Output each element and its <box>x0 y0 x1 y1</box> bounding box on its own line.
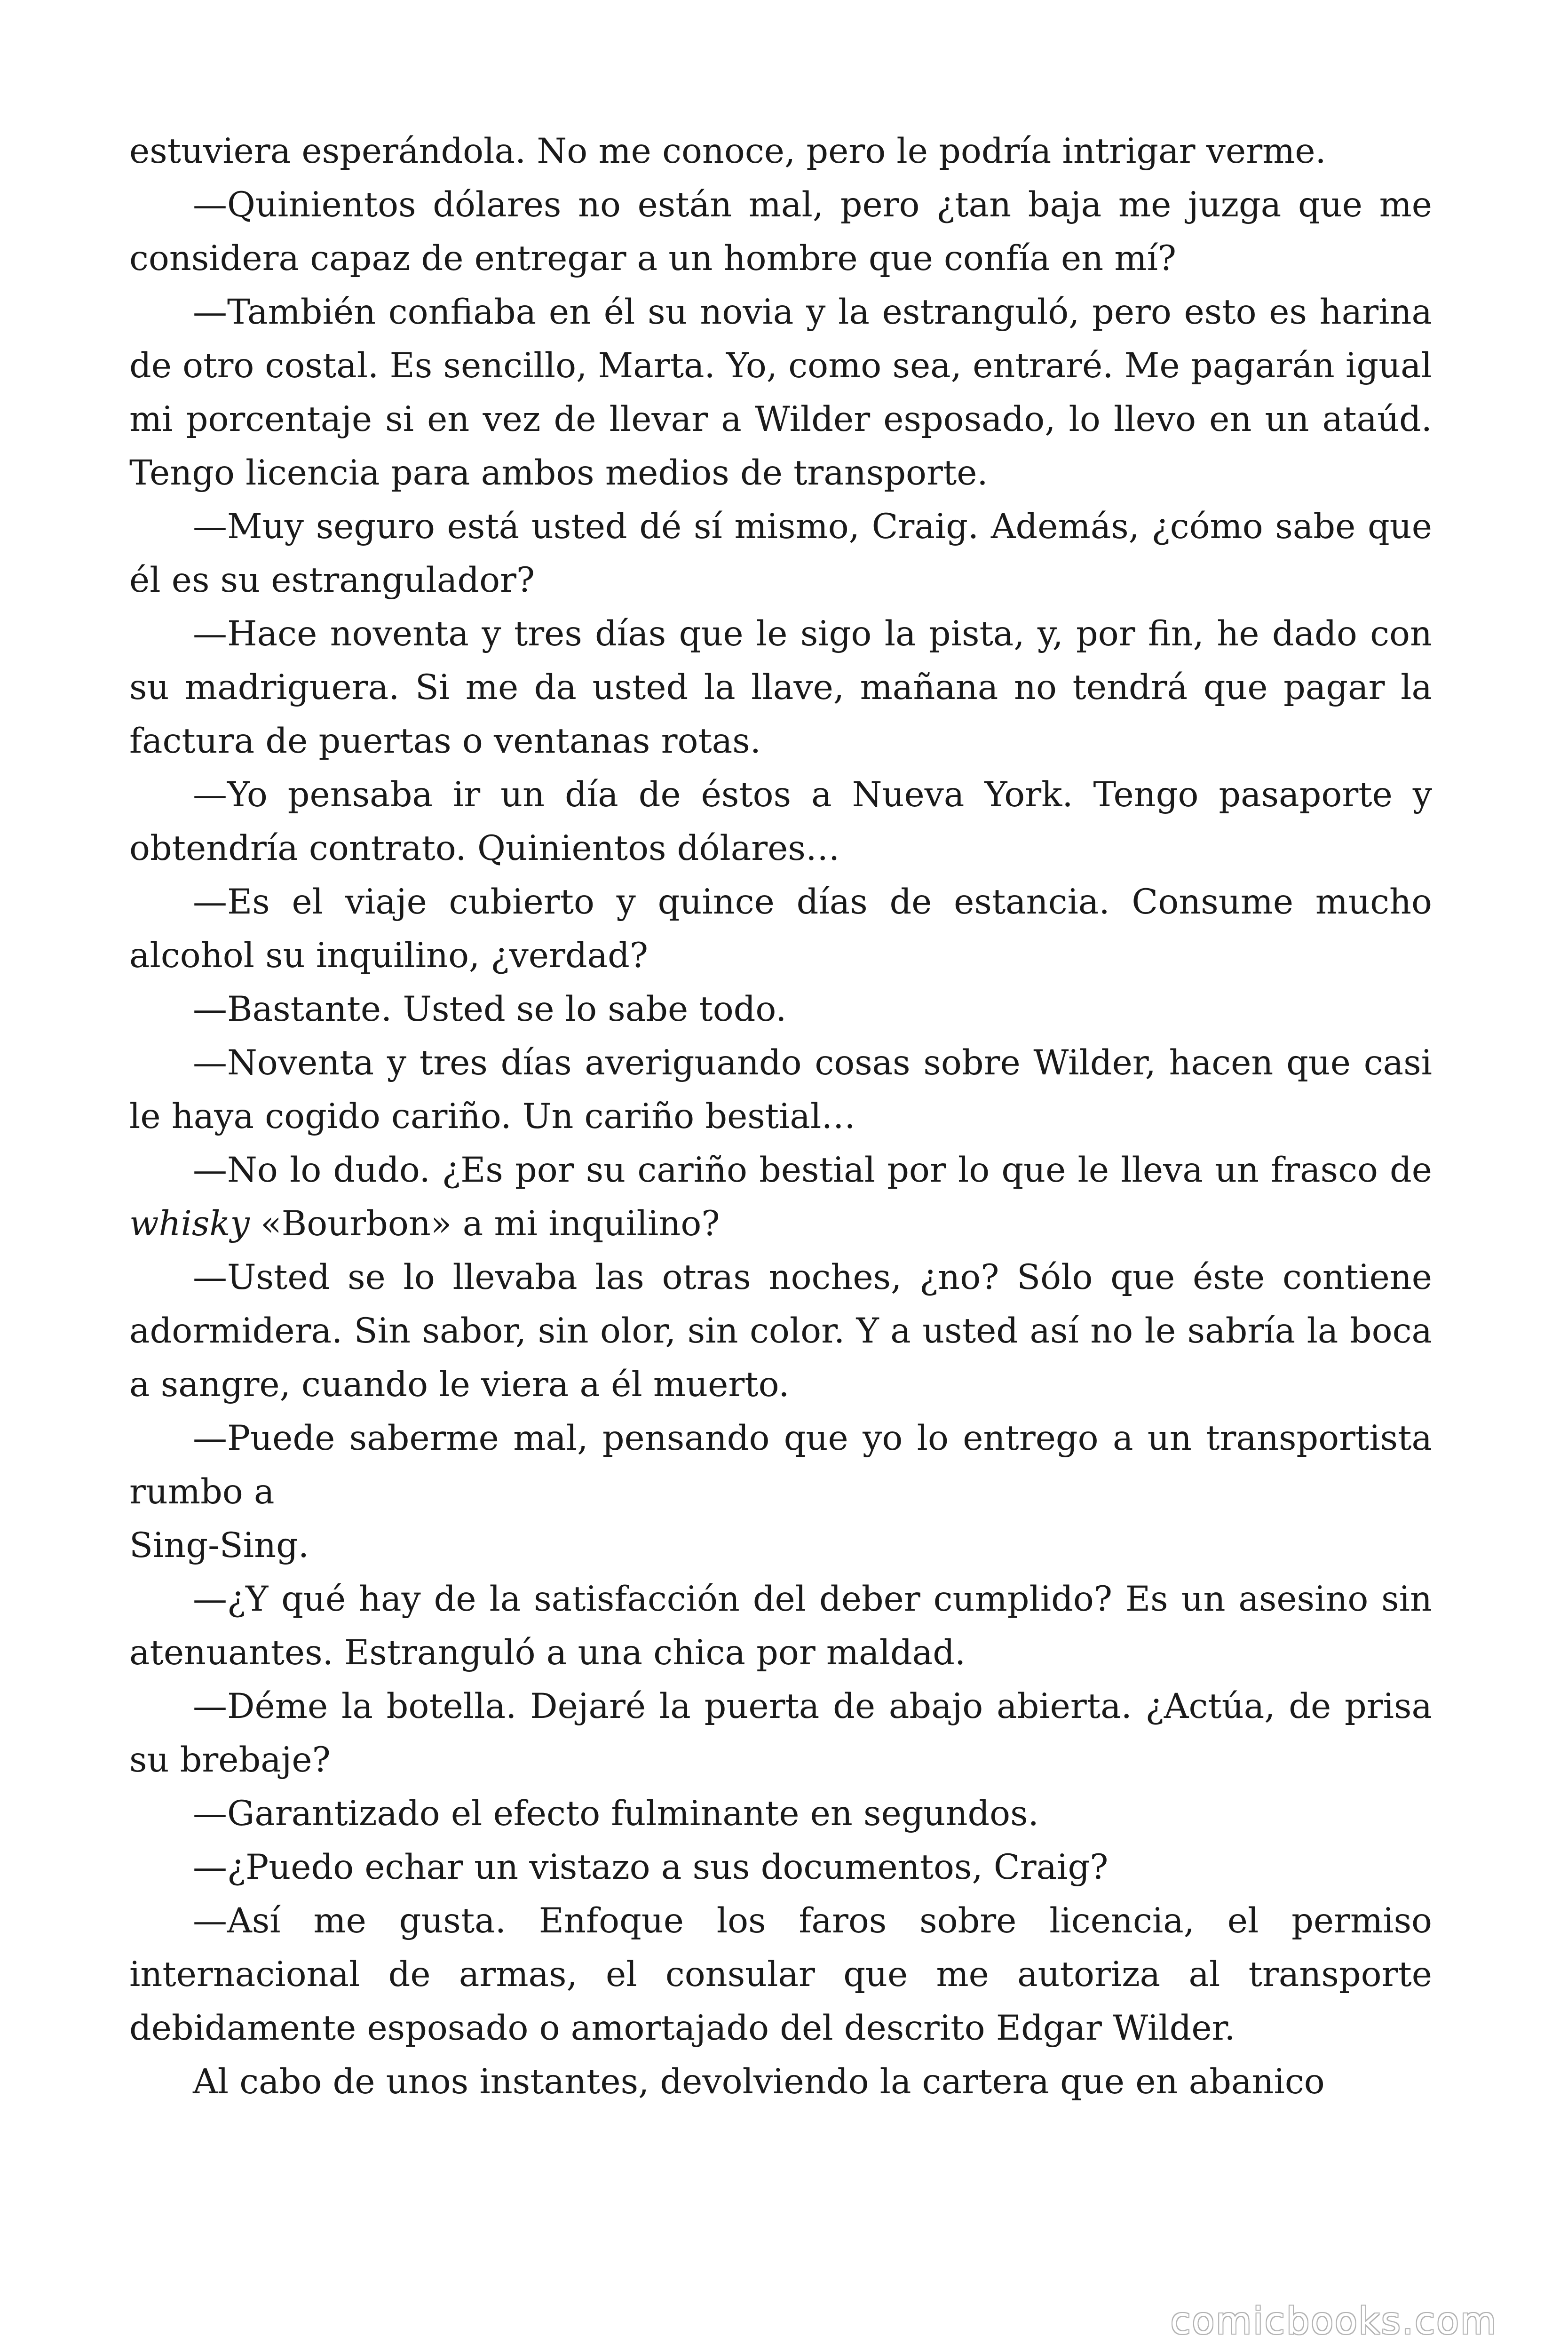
paragraph: —Hace noventa y tres días que le sigo la pista, y, por fin, he dado con su madriguera. Si me da usted la llave, mañana no tendrá que pagar la factura de puertas o ventanas rotas. <box>129 614 1432 761</box>
paragraph: —Es el viaje cubierto y quince días de estancia. Consume mucho alcohol su inquilino, ¿verdad? <box>129 882 1432 976</box>
paragraph: —Garantizado el efecto fulminante en segundos. <box>193 1794 1039 1834</box>
paragraph: —¿Puedo echar un vistazo a sus documentos, Craig? <box>193 1847 1109 1887</box>
paragraph: —También confiaba en él su novia y la estranguló, pero esto es harina de otro costal. Es sencillo, Marta. Yo, como sea, entraré. Me pagarán igual mi porcentaje si en vez de llevar a Wilder esposado, lo llevo en un ataúd. Tengo licencia para ambos medios de transporte. <box>129 292 1432 493</box>
paragraph <box>129 1144 1432 1251</box>
paragraph: —Así me gusta. Enfoque los faros sobre licencia, el permiso internacional de armas, el consular que me autoriza al transporte debidamente esposado o amortajado del descrito Edgar Wilder. <box>129 1901 1432 2048</box>
page-body <box>129 125 1432 2109</box>
italic-word: whisky <box>129 1204 250 1244</box>
paragraph: estuviera esperándola. No me conoce, pero le podría intrigar verme. <box>129 131 1326 171</box>
paragraph: —Puede saberme mal, pensando que yo lo entrego a un transportista rumbo a <box>129 1418 1432 1512</box>
paragraph: —Yo pensaba ir un día de éstos a Nueva York. Tengo pasaporte y obtendría contrato. Quinientos dólares… <box>129 775 1432 868</box>
paragraph: Sing-Sing. <box>129 1526 309 1565</box>
paragraph: —Quinientos dólares no están mal, pero ¿tan baja me juzga que me considera capaz de entregar a un hombre que confía en mí? <box>129 185 1432 278</box>
paragraph: —Usted se lo llevaba las otras noches, ¿no? Sólo que éste contiene adormidera. Sin sabor, sin olor, sin color. Y a usted así no le sabría la boca a sangre, cuando le viera a él muerto. <box>129 1257 1432 1405</box>
paragraph: —Noventa y tres días averiguando cosas sobre Wilder, hacen que casi le haya cogido cariño. Un cariño bestial… <box>129 1043 1432 1136</box>
paragraph-text: «Bourbon» a mi inquilino? <box>249 1204 720 1244</box>
paragraph: —¿Y qué hay de la satisfacción del deber cumplido? Es un asesino sin atenuantes. Estranguló a una chica por maldad. <box>129 1579 1432 1673</box>
paragraph: Al cabo de unos instantes, devolviendo la cartera que en abanico <box>193 2062 1325 2102</box>
paragraph: —Déme la botella. Dejaré la puerta de abajo abierta. ¿Actúa, de prisa su brebaje? <box>129 1686 1432 1780</box>
paragraph-text: —No lo dudo. ¿Es por su cariño bestial por lo que le lleva un frasco de <box>193 1150 1432 1190</box>
paragraph: —Bastante. Usted se lo sabe todo. <box>193 989 787 1029</box>
watermark: comicbooks.com <box>1170 2300 1497 2343</box>
paragraph: —Muy seguro está usted dé sí mismo, Craig. Además, ¿cómo sabe que él es su estrangulador? <box>129 507 1432 600</box>
